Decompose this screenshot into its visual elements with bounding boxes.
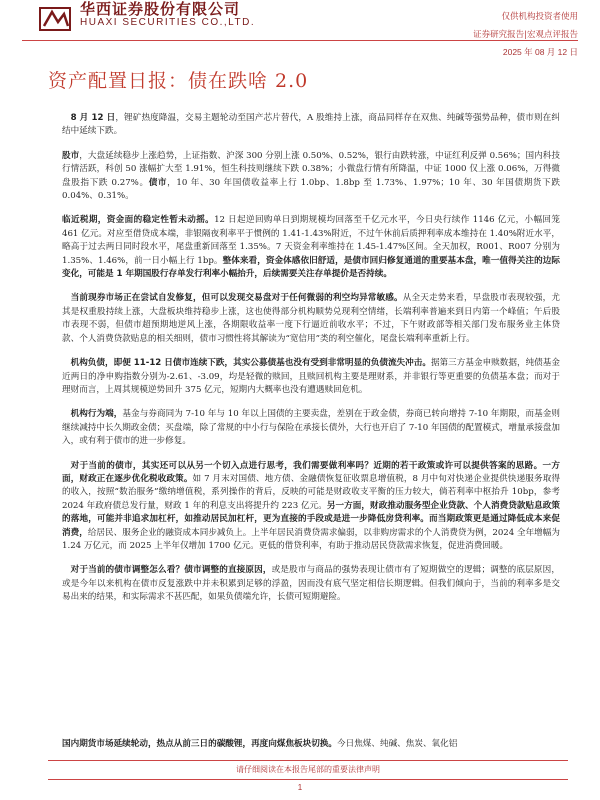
report-title: 资产配置日报：债在跌啥 2.0	[48, 70, 309, 92]
bold-run: 机构行为端，	[70, 409, 123, 420]
page-number: 1	[297, 783, 303, 792]
bold-run: 临近税期，资金面的稳定性暂未动摇。	[62, 215, 215, 226]
company-name-cn: 华西证券股份有限公司	[80, 0, 241, 18]
text-run: 从全天走势来看，早盘股市表现较强，尤其是权重股持续上涨，大盘板块维持稳步上涨，这也使得部分机构顺势兑现利空情绪，长端利率普遍来到日内第一个峰值；午后股市表现不弱，但债市超预期地逆风上涨，各期限收益率一度下行逼近前收水平；不过，下午财政部等相关部门发布服务业主体贷款、个人消费贷款贴息的相关细则，债市习惯性将其解读为“宽信用”类的利空催化，尾盘长端利率重新上行。	[62, 293, 560, 344]
bold-run: 债市	[148, 177, 168, 188]
header-divider	[22, 40, 578, 41]
audience-note: 仅供机构投资者使用	[501, 12, 578, 22]
text-run: ，锂矿热度降温，交易主题轮动至国产芯片替代，A 股维持上涨，商品同样存在双焦、纯碱等强势品种，债市则在纠结中延续下跌。	[62, 113, 560, 137]
report-header	[0, 0, 600, 62]
paragraph-p4	[62, 292, 560, 346]
text-run: 给居民、服务企业的融资成本同步减负上。上半年居民消费贷需求偏弱，以非购房需求的个人消费贷为例，2024 全年增幅为 1.24 万亿元，而 2025 上半年仅增加 1700 亿元。更低的借贷利率，有助于推动居民贷款需求恢复，促进消费回暖。	[62, 527, 560, 551]
bold-run: 国内期货市场延续轮动，热点从前三日的碳酸锂，再度向煤焦板块切换。	[62, 739, 338, 749]
paragraph-p7	[62, 460, 560, 554]
bold-run: 整体来看，资金体感依旧舒适，是债市回归修复通道的重要基本盘，唯一值得关注的边际变化，可能是 1 年期国股行存单发行利率小幅抬升，后续需要关注存单提价是否持续。	[62, 255, 560, 280]
text-run: 今日焦煤、纯碱、焦炭、氧化铝	[337, 739, 458, 749]
report-category: 证券研究报告|宏观点评报告	[473, 30, 578, 40]
paragraph-p3	[62, 214, 560, 281]
huaxi-logo-icon	[38, 6, 72, 32]
bold-run: 另一方面，财政推动服务型企业贷款、个人消费贷款贴息政策的落地，可能并非追求加杠杆，如推动居民加杠杆，更为直接的手段或是进一步降低房贷利率。而当期政策更是通过降低成本来促消费，	[62, 500, 560, 538]
text-run: 基金与券商同为 7-10 年与 10 年以上国债的主要卖盘，差别在于政金债，券商已转向增持 7-10 年期限，而基金则继续减持中长久期政金债；买盘端，除了常规的中小行与保险在承接长债外，大行也开启了 7-10 年国债的配置模式，增量承接盘加入，或有利于债市的进一步修复。	[62, 409, 560, 447]
paragraph-p2	[62, 150, 560, 204]
bold-run: 对于当前的债市，其实还可以从另一个切入点进行思考，我们需要做利率吗？近期的若干政策或许可以提供答案的思路。一方面，财政正在逐步优化税收政策。	[62, 460, 560, 484]
company-name-en: HUAXI SECURITIES CO.,LTD.	[80, 17, 256, 28]
text-run: 或是股市与商品的强势表现让债市有了短期做空的逻辑；调整的底层原因，或是今年以来机构在债市反复涨跌中并未积累到足够的浮盈，因而没有底气坚定相信长期逻辑。但我们倾向于，当前的利率多是交易出来的结果，和实际需求不甚匹配，如果负债端允许，长债可短期避险。	[62, 565, 560, 603]
bold-run: 机构负债，即便 11-12 日债市连续下跌，其实公募债基也没有受到非常明显的负债流失冲击。	[70, 358, 431, 369]
text-run: ，大盘延续稳步上涨趋势，上证指数、沪深 300 分别上涨 0.50%、0.52%，银行由跌转涨，中证红利反弹 0.56%；国内科技行情活跃，科创 50 涨幅扩大至 1.91%，恒生科技则继续下跌 0.38%；小微盘行情有所降温，中证 1000 仅上涨 0.06%，万得微盘股指下跌 0.27%。	[62, 150, 560, 188]
report-date: 2025 年 08 月 12 日	[502, 47, 578, 57]
bold-run: 8 月 12 日	[70, 113, 116, 123]
text-run: 12 日起逆回购单日到期规模均回落至千亿元水平，今日央行续作 1146 亿元，小幅回笼 461 亿元。对应至借贷成本端，非银隔夜利率平于惯例的 1.41-1.43%附近，不过午休前后质押利率成本维持在 1.40%附近水平，略高于过去两日同时段水平，尾盘重新回落至 1.35%。7 天资金利率维持在 1.45-1.47%区间。全天加权，R001、R007 分别为 1.35%、1.46%，前一日小幅上行 1bp。	[62, 215, 560, 266]
bold-run: 股市	[62, 150, 80, 161]
bold-run: 对于当前的债市调整怎么看？债市调整的直接原因，	[70, 565, 272, 576]
paragraph-p6	[62, 408, 560, 448]
text-run: ，10 年、30 年国债收益率上行 1.0bp、1.8bp 至 1.73%、1.97%；10 年、30 年国债期货下跌 0.04%、0.31%。	[62, 177, 560, 202]
legal-disclaimer[interactable]: 请仔细阅读在本报告尾部的重要法律声明	[48, 760, 568, 780]
report-body	[62, 112, 560, 616]
paragraph-p5	[62, 357, 560, 397]
paragraph-p1	[62, 112, 560, 139]
text-run: 据第三方基金申赎数据，纯债基金近两日的净申购指数分别为-2.61、-3.09，均是轻微的赎回，且赎回机构主要是理财系，并非银行等更重要的负债基本盘；而对于理财而言，上周其规模逆势回升 375 亿元，短期内大概率也没有遭遇赎回危机。	[62, 358, 560, 395]
paragraph-futures	[62, 738, 560, 751]
paragraph-p8	[62, 564, 560, 604]
bold-run: 当前现券市场正在尝试自发修复，但可以发现交易盘对于任何微弱的利空均异常敏感。	[70, 293, 403, 304]
text-run: 如 7 月末对国债、地方债、金融债恢复征收票息增值税，8 月中旬对快递企业提供快递服务取得的收入，按照“数治服务”缴纳增值税，系列操作的背后，反映的可能是财政收支平衡的压力较大，倘若利率中枢抬升 10bp，参考 2024 年政府债总发行量，财政 1 年的利息支出将提升约 223 亿元。	[62, 473, 560, 511]
